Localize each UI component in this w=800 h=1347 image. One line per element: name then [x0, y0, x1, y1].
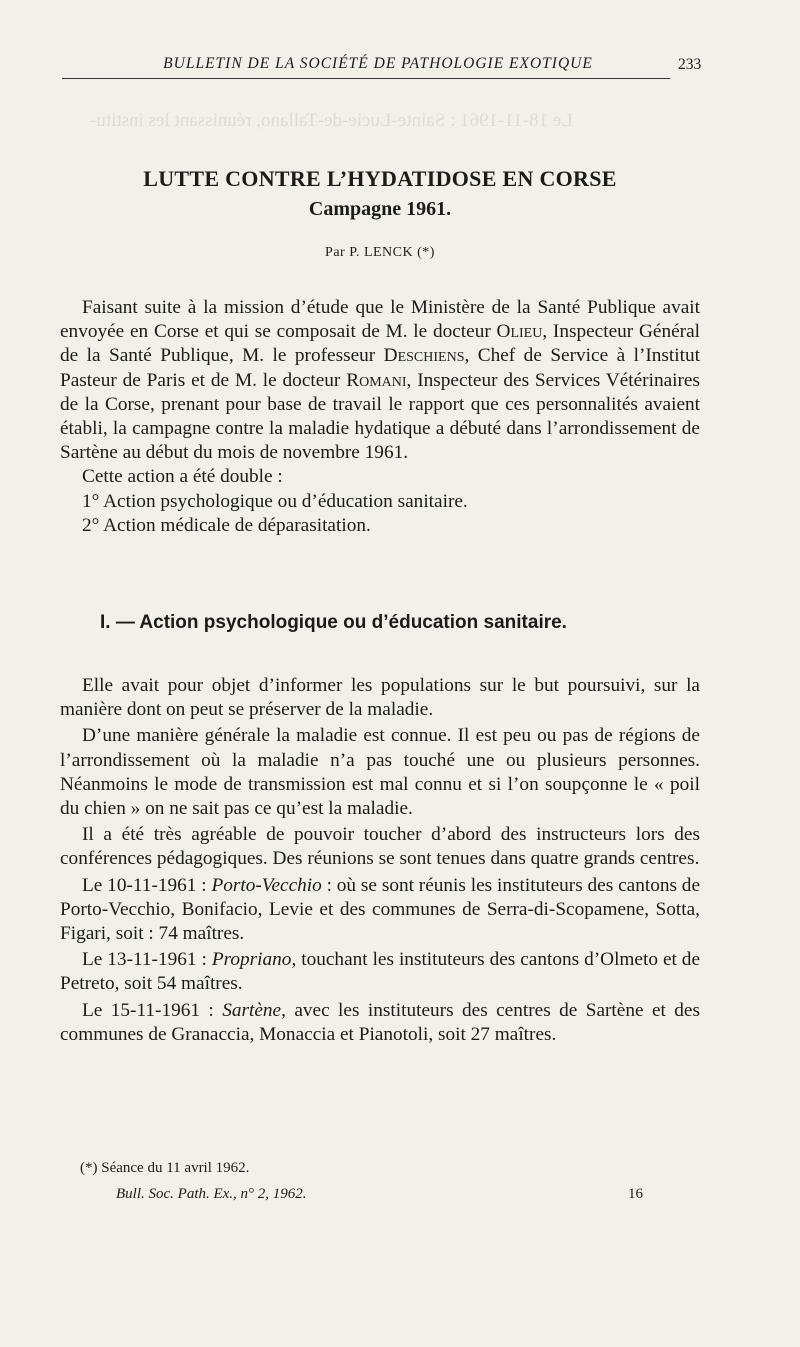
person-name: Olieu	[496, 321, 543, 343]
running-header: BULLETIN DE LA SOCIÉTÉ DE PATHOLOGIE EXOTIQUE	[163, 55, 593, 72]
journal-citation: Bull. Soc. Path. Ex., n° 2, 1962.	[116, 1186, 307, 1202]
author-byline: Par P. LENCK (*)	[325, 245, 435, 260]
page-footer	[116, 1186, 676, 1203]
intro-paragraph: Cette action a été double :	[82, 466, 283, 488]
text-run: , touchant les instituteurs des cantons d’Olmeto et de Petreto, soit 54 maîtres.	[60, 949, 701, 995]
text-run: , Chef de Service à l’Institut Pasteur de Paris et de M. le docteur	[60, 345, 701, 391]
text-run: , avec les instituteurs des centres de Sartène et des communes de Granaccia, Monaccia et Pianotoli, soit 27 maîtres.	[60, 999, 700, 1045]
section-text	[60, 674, 700, 1047]
person-name: Deschiens	[383, 345, 465, 367]
page-number: 233	[678, 56, 702, 73]
paragraph	[60, 999, 700, 1047]
show-through-text: Le 18-11-1961 : Sainte-Lucie-de-Tallano, réunissant les institu-	[90, 110, 573, 131]
paragraph: Elle avait pour objet d’informer les populations sur le but poursuivi, sur la manière dont on peut se préserver de la maladie.	[60, 675, 700, 721]
paragraph: Il a été très agréable de pouvoir toucher d’abord des instructeurs lors des conférences pédagogiques. Des réunions se sont tenues dans quatre grands centres.	[60, 824, 700, 870]
text-run: , Inspecteur des Services Vétérinaires de la Corse, prenant pour base de travail le rapport que ces personnalités avaient établi, la campagne contre la maladie hydatique a débuté dans l’arrondissement de Sartène au début du mois de novembre 1961.	[60, 369, 700, 464]
paragraph	[60, 874, 700, 947]
text-run: : où se sont réunis les instituteurs des cantons de Porto-Vecchio, Bonifacio, Levie et des communes de Serra-di-Scopamene, Sotta, Figari, soit : 74 maîtres.	[60, 874, 701, 945]
header-rule	[62, 78, 670, 79]
place-name: Propriano	[211, 949, 292, 971]
paragraph: D’une manière générale la maladie est connue. Il est peu ou pas de régions de l’arrondissement où la maladie n’a pas touché une ou plusieurs personnes. Néanmoins le mode de transmission est mal connu et si l’on soupçonne le « poil du chien » on ne sait pas ce qu’est la maladie.	[60, 725, 700, 820]
folio-number: 16	[628, 1186, 643, 1202]
text-run: Le 15-11-1961 :	[82, 999, 223, 1021]
person-name: Romani	[346, 369, 407, 391]
text-run: Faisant suite à la mission d’étude que le Ministère de la Santé Publique avait envoyée en Corse et qui se composait de M. le docteur	[60, 297, 700, 343]
section-heading: I. — Action psychologique ou d’éducation sanitaire.	[100, 612, 567, 633]
article-subtitle: Campagne 1961.	[308, 198, 452, 220]
text-run: Le 13-11-1961 :	[82, 949, 212, 971]
list-item: 1° Action psychologique ou d’éducation sanitaire.	[82, 490, 468, 512]
paragraph	[60, 948, 700, 996]
text-run: , Inspecteur Général de la Santé Publique, M. le professeur	[60, 321, 700, 367]
article-title: LUTTE CONTRE L’HYDATIDOSE EN CORSE	[143, 166, 617, 191]
intro-text	[60, 296, 700, 538]
list-item: 2° Action médicale de déparasitation.	[82, 514, 371, 536]
text-run: Le 10-11-1961 :	[82, 874, 212, 896]
intro-paragraph	[60, 296, 700, 465]
place-name: Porto-Vecchio	[211, 874, 322, 896]
footnote: (*) Séance du 11 avril 1962.	[80, 1160, 250, 1176]
place-name: Sartène	[222, 999, 282, 1021]
